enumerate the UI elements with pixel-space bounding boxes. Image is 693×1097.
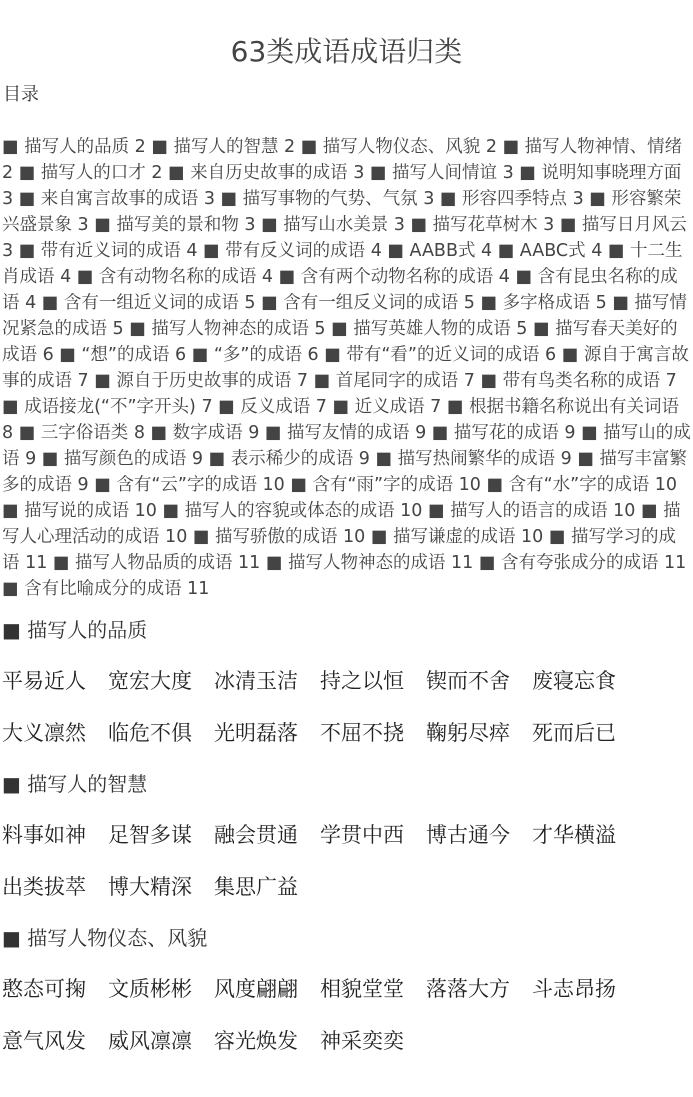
idiom: 死而后已: [532, 721, 616, 745]
idiom-row: [2, 718, 693, 748]
idiom: 大义凛然: [2, 721, 86, 745]
idiom: 斗志昂扬: [532, 977, 616, 1001]
idiom: 落落大方: [426, 977, 510, 1001]
idiom-row: [2, 820, 693, 850]
idiom: 宽宏大度: [108, 669, 192, 693]
section-heading: ■ 描写人的智慧: [2, 772, 148, 796]
idiom-row: [2, 666, 693, 696]
idiom-section: [0, 924, 693, 1056]
idiom: 锲而不舍: [426, 669, 510, 693]
idiom: 才华横溢: [532, 823, 616, 847]
table-of-contents: ■ 描写人的品质 2 ■ 描写人的智慧 2 ■ 描写人物仪态、风貌 2 ■ 描写人物神情、情绪 2 ■ 描写人的口才 2 ■ 来自历史故事的成语 3 ■ 描写人间情谊 3 ■ 说明知事晓理方面 3 ■ 来自寓言故事的成语 3 ■ 描写事物的气势、气氛 3 ■ 形容四季特点 3 ■ 形容繁荣兴盛景象 3 ■ 描写美的景和物 3 ■ 描写山水美景 3 ■ 描写花草树木 3 ■ 描写日月风云 3 ■ 带有近义词的成语 4 ■ 带有反义词的成语 4 ■ AABB式 4 ■ AABC式 4 ■ 十二生肖成语 4 ■ 含有动物名称的成语 4 ■ 含有两个动物名称的成语 4 ■ 含有昆虫名称的成语 4 ■ 含有一组近义词的成语 5 ■ 含有一组反义词的成语 5 ■ 多字格成语 5 ■ 描写情况紧急的成语 5 ■ 描写人物神态的成语 5 ■ 描写英雄人物的成语 5 ■ 描写春天美好的成语 6 ■ “想”的成语 6 ■ “多”的成语 6 ■ 带有“看”的近义词的成语 6 ■ 源自于寓言故事的成语 7 ■ 源自于历史故事的成语 7 ■ 首尾同字的成语 7 ■ 带有鸟类名称的成语 7 ■ 成语接龙(“不”字开头) 7 ■ 反义成语 7 ■ 近义成语 7 ■ 根据书籍名称说出有关词语 8 ■ 三字俗语类 8 ■ 数字成语 9 ■ 描写友情的成语 9 ■ 描写花的成语 9 ■ 描写山的成语 9 ■ 描写颜色的成语 9 ■ 表示稀少的成语 9 ■ 描写热闹繁华的成语 9 ■ 描写丰富繁多的成语 9 ■ 含有“云”字的成语 10 ■ 含有“雨”字的成语 10 ■ 含有“水”字的成语 10 ■ 描写说的成语 10 ■ 描写人的容貌或体态的成语 10 ■ 描写人的语言的成语 10 ■ 描写人心理活动的成语 10 ■ 描写骄傲的成语 10 ■ 描写谦虚的成语 10 ■ 描写学习的成语 11 ■ 描写人物品质的成语 11 ■ 描写人物神态的成语 11 ■ 含有夸张成分的成语 11 ■ 含有比喻成分的成语 11: [2, 137, 691, 599]
idiom: 文质彬彬: [108, 977, 192, 1001]
idiom: 临危不俱: [108, 721, 192, 745]
idiom: 意气风发: [2, 1029, 86, 1053]
idiom: 博大精深: [108, 875, 192, 899]
idiom-row: [2, 974, 693, 1004]
idiom: 废寝忘食: [532, 669, 616, 693]
section-heading: ■ 描写人物仪态、风貌: [2, 926, 208, 950]
idiom: 光明磊落: [214, 721, 298, 745]
idiom: 平易近人: [2, 669, 86, 693]
idiom: 不屈不挠: [320, 721, 404, 745]
idiom: 憨态可掬: [2, 977, 86, 1001]
idiom: 相貌堂堂: [320, 977, 404, 1001]
idiom-sections: [0, 616, 693, 1056]
idiom-section: [0, 616, 693, 748]
idiom: 容光焕发: [214, 1029, 298, 1053]
toc-label: 目录: [3, 84, 39, 105]
idiom-row: [2, 1026, 693, 1056]
document-title: 63类成语成语归类: [230, 35, 463, 68]
idiom: 持之以恒: [320, 669, 404, 693]
section-heading: ■ 描写人的品质: [2, 618, 148, 642]
idiom: 鞠躬尽瘁: [426, 721, 510, 745]
idiom-section: [0, 770, 693, 902]
idiom: 冰清玉洁: [214, 669, 298, 693]
idiom: 集思广益: [214, 875, 298, 899]
idiom: 神采奕奕: [320, 1029, 404, 1053]
idiom-row: [2, 872, 693, 902]
idiom: 风度翩翩: [214, 977, 298, 1001]
idiom: 足智多谋: [108, 823, 192, 847]
idiom: 学贯中西: [320, 823, 404, 847]
idiom: 料事如神: [2, 823, 86, 847]
idiom: 出类拔萃: [2, 875, 86, 899]
idiom: 威风凛凛: [108, 1029, 192, 1053]
idiom: 博古通今: [426, 823, 510, 847]
idiom: 融会贯通: [214, 823, 298, 847]
